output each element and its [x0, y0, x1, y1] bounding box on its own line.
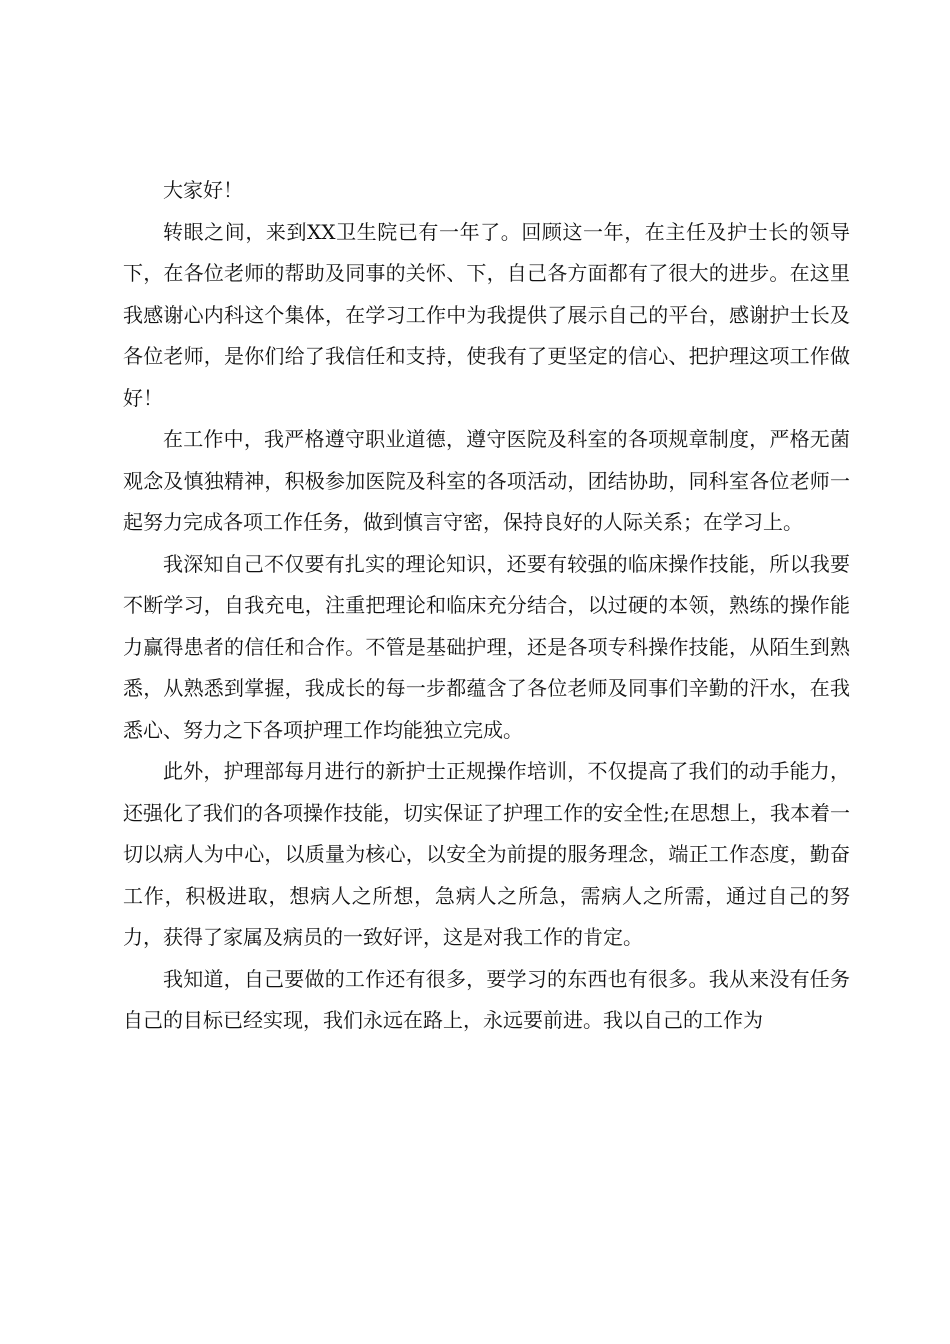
document-body	[123, 170, 850, 1042]
paragraph: 我知道，自己要做的工作还有很多，要学习的东西也有很多。我从来没有任务自己的目标已经实现，我们永远在路上，永远要前进。我以自己的工作为	[123, 966, 850, 1032]
paragraph: 我深知自己不仅要有扎实的理论知识，还要有较强的临床操作技能，所以我要不断学习，自我充电，注重把理论和临床充分结合，以过硬的本领，熟练的操作能力赢得患者的信任和合作。不管是基础护理，还是各项专科操作技能，从陌生到熟悉，从熟悉到掌握，我成长的每一步都蕴含了各位老师及同事们辛勤的汗水，在我悉心、努力之下各项护理工作均能独立完成。	[123, 551, 850, 742]
paragraph: 此外，护理部每月进行的新护士正规操作培训，不仅提高了我们的动手能力，还强化了我们的各项操作技能，切实保证了护理工作的安全性;在思想上，我本着一切以病人为中心，以质量为核心，以安全为前提的服务理念，端正工作态度，勤奋工作，积极进取，想病人之所想，急病人之所急，需病人之所需，通过自己的努力，获得了家属及病员的一致好评，这是对我工作的肯定。	[123, 759, 850, 949]
paragraph-greeting: 大家好！	[163, 178, 243, 202]
paragraph: 在工作中，我严格遵守职业道德，遵守医院及科室的各项规章制度，严格无菌观念及慎独精神，积极参加医院及科室的各项活动，团结协助，同科室各位老师一起努力完成各项工作任务，做到慎言守密，保持良好的人际关系；在学习上。	[123, 427, 850, 534]
paragraph: 转眼之间，来到XX卫生院已有一年了。回顾这一年，在主任及护士长的领导下，在各位老师的帮助及同事的关怀、下，自己各方面都有了很大的进步。在这里我感谢心内科这个集体，在学习工作中为我提供了展示自己的平台，感谢护士长及各位老师，是你们给了我信任和支持，使我有了更坚定的信心、把护理这项工作做好！	[123, 219, 850, 410]
